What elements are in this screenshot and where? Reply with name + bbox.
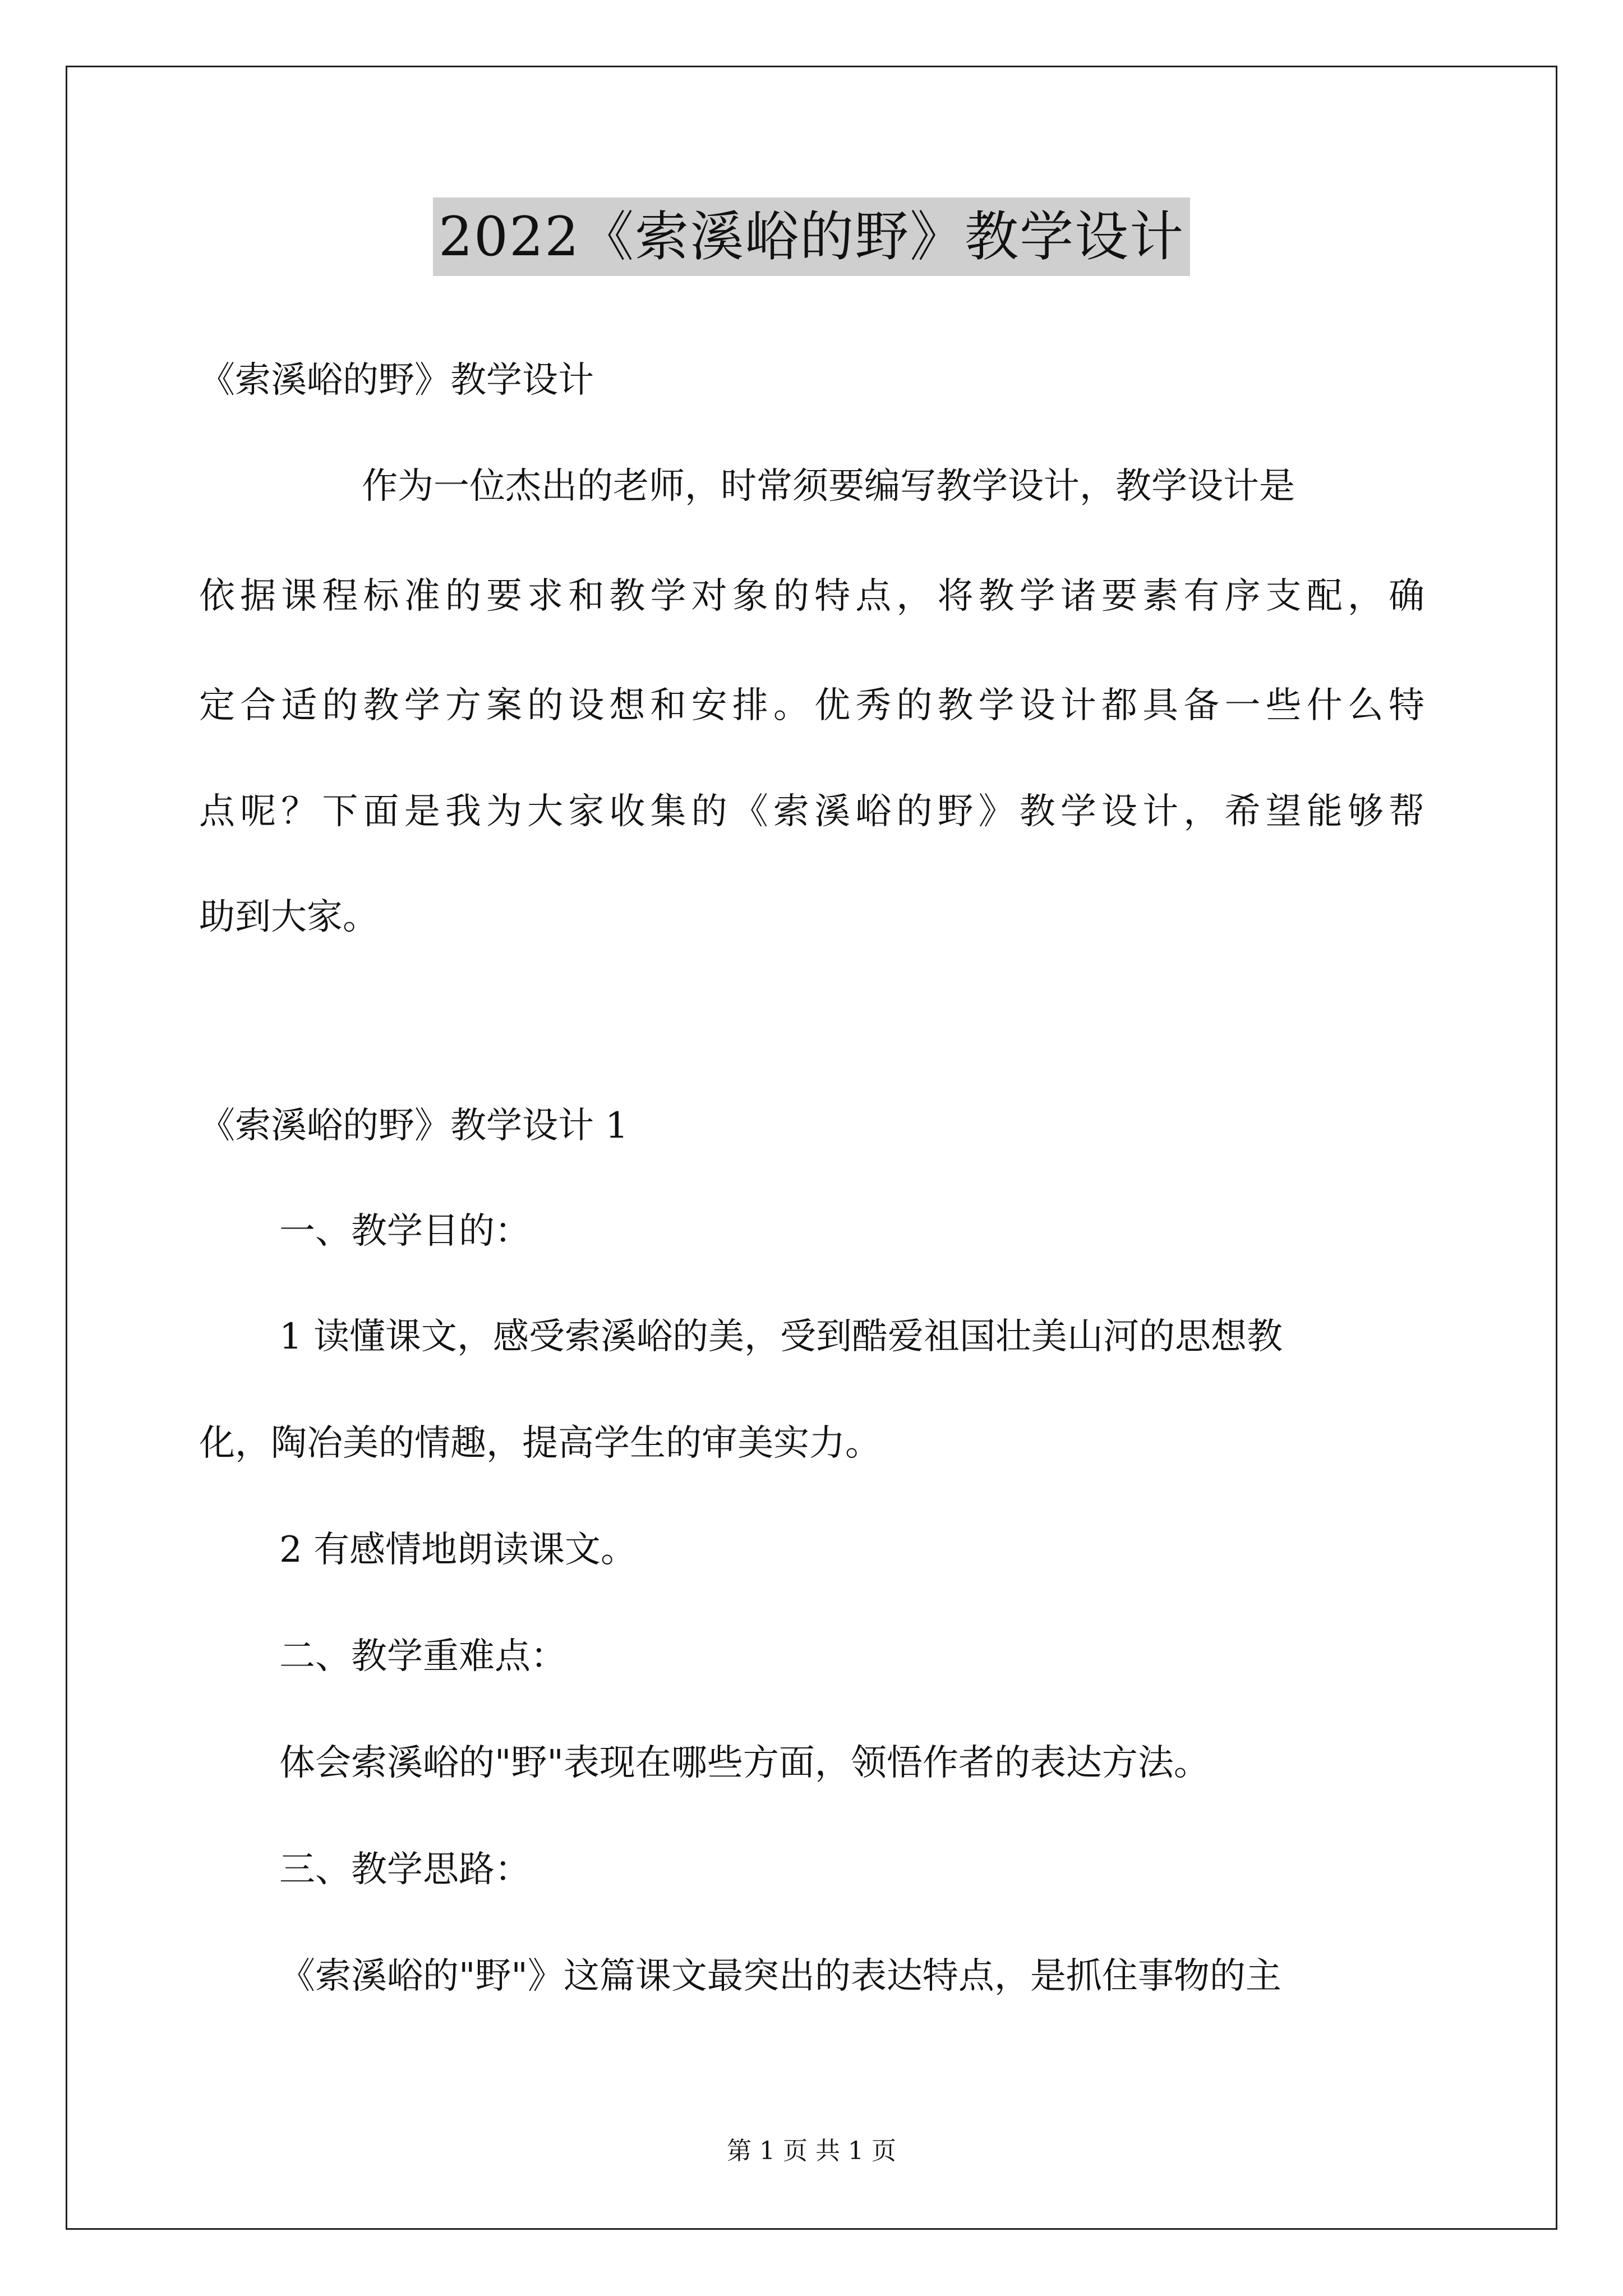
subheading-approach: 三、教学思路： bbox=[279, 1849, 531, 1890]
section-heading: 《索溪峪的野》教学设计 1 bbox=[199, 1105, 629, 1147]
approach-line: 《索溪峪的"野"》这篇课文最突出的表达特点，是抓住事物的主 bbox=[279, 1955, 1281, 1997]
intro-paragraph-line: 作为一位杰出的老师，时常须要编写教学设计，教学设计是 bbox=[362, 466, 1295, 507]
subheading-key-points: 二、教学重难点： bbox=[279, 1636, 566, 1677]
objective-line: 1 读懂课文，感受索溪峪的美，受到酷爱祖国壮美山河的思想教 bbox=[279, 1316, 1283, 1358]
intro-heading: 《索溪峪的野》教学设计 bbox=[199, 360, 594, 401]
page-footer: 第 1 页 共 1 页 bbox=[727, 2137, 896, 2165]
key-points-line: 体会索溪峪的"野"表现在哪些方面，领悟作者的表达方法。 bbox=[279, 1742, 1210, 1784]
document-title-container bbox=[0, 197, 1623, 276]
intro-paragraph-line: 定合适的教学方案的设想和安排。优秀的教学设计都具备一些什么特 bbox=[199, 685, 1424, 726]
intro-paragraph-line: 助到大家。 bbox=[199, 896, 379, 938]
document-title: 2022《索溪峪的野》教学设计 bbox=[433, 197, 1190, 276]
intro-paragraph-line: 依据课程标准的要求和教学对象的特点，将教学诸要素有序支配，确 bbox=[199, 576, 1424, 617]
objective-line: 2 有感情地朗读课文。 bbox=[279, 1529, 637, 1571]
intro-paragraph-line: 点呢？下面是我为大家收集的《索溪峪的野》教学设计，希望能够帮 bbox=[199, 791, 1424, 832]
objective-line: 化，陶冶美的情趣，提高学生的审美实力。 bbox=[199, 1423, 881, 1464]
subheading-objectives: 一、教学目的： bbox=[279, 1211, 531, 1252]
